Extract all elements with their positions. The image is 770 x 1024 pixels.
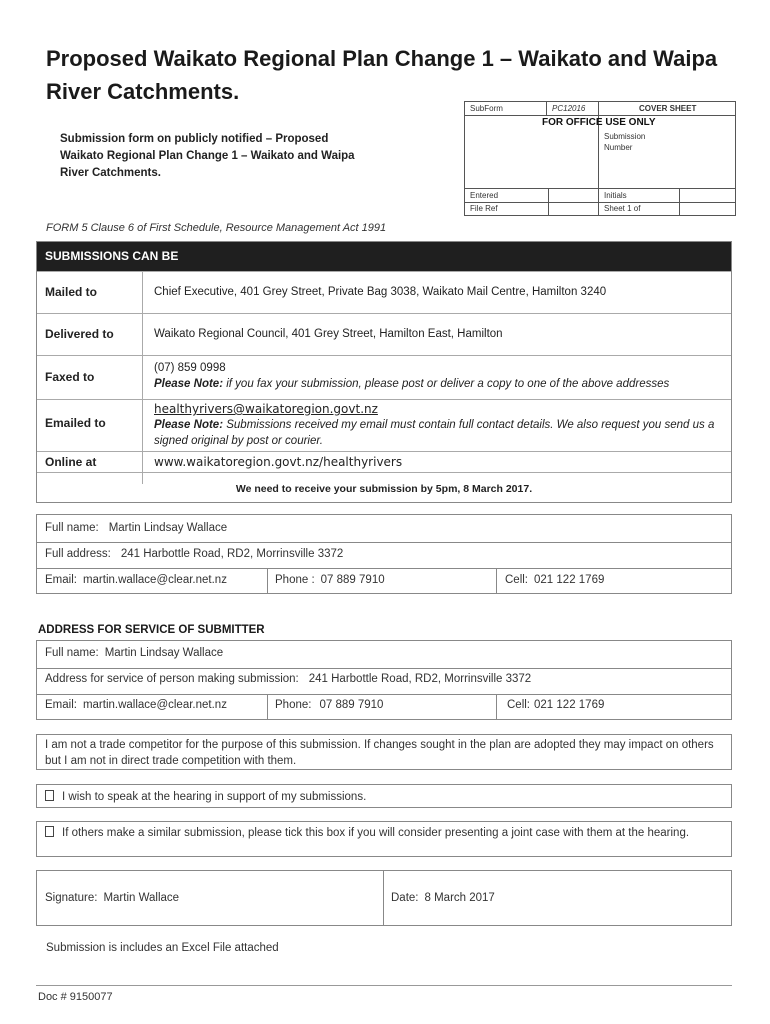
online-link[interactable]: www.waikatoregion.govt.nz/healthyrivers <box>154 455 403 469</box>
submitter-email-field: Email: martin.wallace@clear.net.nz <box>45 574 227 586</box>
submitter-name: Martin Lindsay Wallace <box>108 522 228 534</box>
cover-sheet-label: COVER SHEET <box>639 104 697 113</box>
date-value: 8 March 2017 <box>424 892 495 904</box>
service-name-field: Full name: Martin Lindsay Wallace <box>45 647 224 659</box>
footer-divider <box>36 985 732 986</box>
service-name: Martin Lindsay Wallace <box>104 647 224 659</box>
signature-value: Martin Wallace <box>103 892 180 904</box>
email-note: Submissions received my email must contain full contact details. We also request you send us a signed original by post or courier. <box>154 419 715 447</box>
speak-option-label: I wish to speak at the hearing in support of my submissions. <box>62 791 367 803</box>
initials-label: Initials <box>604 191 627 200</box>
service-address-field: Address for service of person making submission: 241 Harbottle Road, RD2, Morrinsville 3372 <box>45 673 532 685</box>
subform-label: SubForm <box>470 104 503 113</box>
submitter-cell: 021 122 1769 <box>534 574 605 586</box>
service-email-field: Email: martin.wallace@clear.net.nz <box>45 699 227 711</box>
submitter-address: 241 Harbottle Road, RD2, Morrinsville 3372 <box>120 548 344 560</box>
email-link[interactable]: healthyrivers@waikatoregion.govt.nz <box>154 402 378 416</box>
subform-code: PC12016 <box>552 104 586 113</box>
deadline-text: We need to receive your submission by 5pm, 8 March 2017. <box>235 483 533 495</box>
service-phone-field: Phone: 07 889 7910 <box>275 699 384 711</box>
service-cell-field: Cell: 021 122 1769 <box>507 699 605 711</box>
emailed-label: Emailed to <box>45 416 106 430</box>
service-details <box>36 640 732 720</box>
delivered-row <box>37 313 731 356</box>
faxed-label: Faxed to <box>45 370 95 384</box>
signature-field: Signature: Martin Wallace <box>45 892 180 904</box>
submitter-address-field: Full address: 241 Harbottle Road, RD2, Morrinsville 3372 <box>45 548 344 560</box>
delivered-label: Delivered to <box>45 327 114 341</box>
mailed-value: Chief Executive, 401 Grey Street, Private Bag 3038, Waikato Mail Centre, Hamilton 3240 <box>154 286 607 298</box>
joint-case-checkbox[interactable] <box>45 826 54 837</box>
deadline-row <box>37 472 731 503</box>
form5-reference: FORM 5 Clause 6 of First Schedule, Resource Management Act 1991 <box>46 222 387 234</box>
date-field: Date: 8 March 2017 <box>391 892 495 904</box>
fax-please-note: Please Note: <box>154 378 224 390</box>
office-use-box <box>464 101 736 216</box>
service-phone: 07 889 7910 <box>319 699 384 711</box>
online-label: Online at <box>45 455 97 469</box>
joint-option-label: If others make a similar submission, please tick this box if you will consider presenting a joint case with them at the hearing. <box>62 827 690 839</box>
submitter-details <box>36 514 732 594</box>
file-ref-label: File Ref <box>470 204 498 213</box>
service-address: 241 Harbottle Road, RD2, Morrinsville 3372 <box>308 673 532 685</box>
intro-text: Submission form on publicly notified – Proposed Waikato Regional Plan Change 1 – Waikato and Waipa River Catchments. <box>60 133 355 179</box>
emailed-row <box>37 399 731 452</box>
fax-note: if you fax your submission, please post or deliver a copy to one of the above addresses <box>223 378 670 390</box>
joint-case-option <box>36 821 732 857</box>
service-cell: 021 122 1769 <box>534 699 605 711</box>
submitter-email: martin.wallace@clear.net.nz <box>82 574 227 586</box>
speak-at-hearing-option <box>36 784 732 808</box>
service-section-title: ADDRESS FOR SERVICE OF SUBMITTER <box>38 624 265 636</box>
office-only-label: FOR OFFICE USE ONLY <box>542 117 656 128</box>
submission-number-label: Submission Number <box>604 132 646 152</box>
submission-methods-table <box>36 241 732 503</box>
signature-row <box>36 870 732 926</box>
submitter-phone-field: Phone : 07 889 7910 <box>275 574 385 586</box>
submitter-phone: 07 889 7910 <box>320 574 385 586</box>
sheet-label: Sheet 1 of <box>604 204 641 213</box>
trade-competitor-statement: I am not a trade competitor for the purpose of this submission. If changes sought in the plan are adopted they may impact on others but I am not in direct trade competition with them. <box>36 734 732 770</box>
doc-number: Doc # 9150077 <box>38 991 113 1003</box>
speak-checkbox[interactable] <box>45 790 54 801</box>
entered-label: Entered <box>470 191 499 200</box>
faxed-row <box>37 355 731 400</box>
service-email: martin.wallace@clear.net.nz <box>82 699 227 711</box>
email-please-note: Please Note: <box>154 419 224 431</box>
page-title: Proposed Waikato Regional Plan Change 1 – Waikato and Waipa River Catchments. <box>46 46 718 104</box>
delivered-value: Waikato Regional Council, 401 Grey Street, Hamilton East, Hamilton <box>154 328 503 340</box>
submissions-header: SUBMISSIONS CAN BE <box>37 242 731 271</box>
submitter-name-field: Full name: Martin Lindsay Wallace <box>45 522 228 534</box>
mailed-row <box>37 271 731 314</box>
attachment-note: Submission is includes an Excel File attached <box>46 942 279 954</box>
submitter-cell-field: Cell: 021 122 1769 <box>505 574 605 586</box>
mailed-label: Mailed to <box>45 285 98 299</box>
fax-number: (07) 859 0998 <box>154 362 226 374</box>
